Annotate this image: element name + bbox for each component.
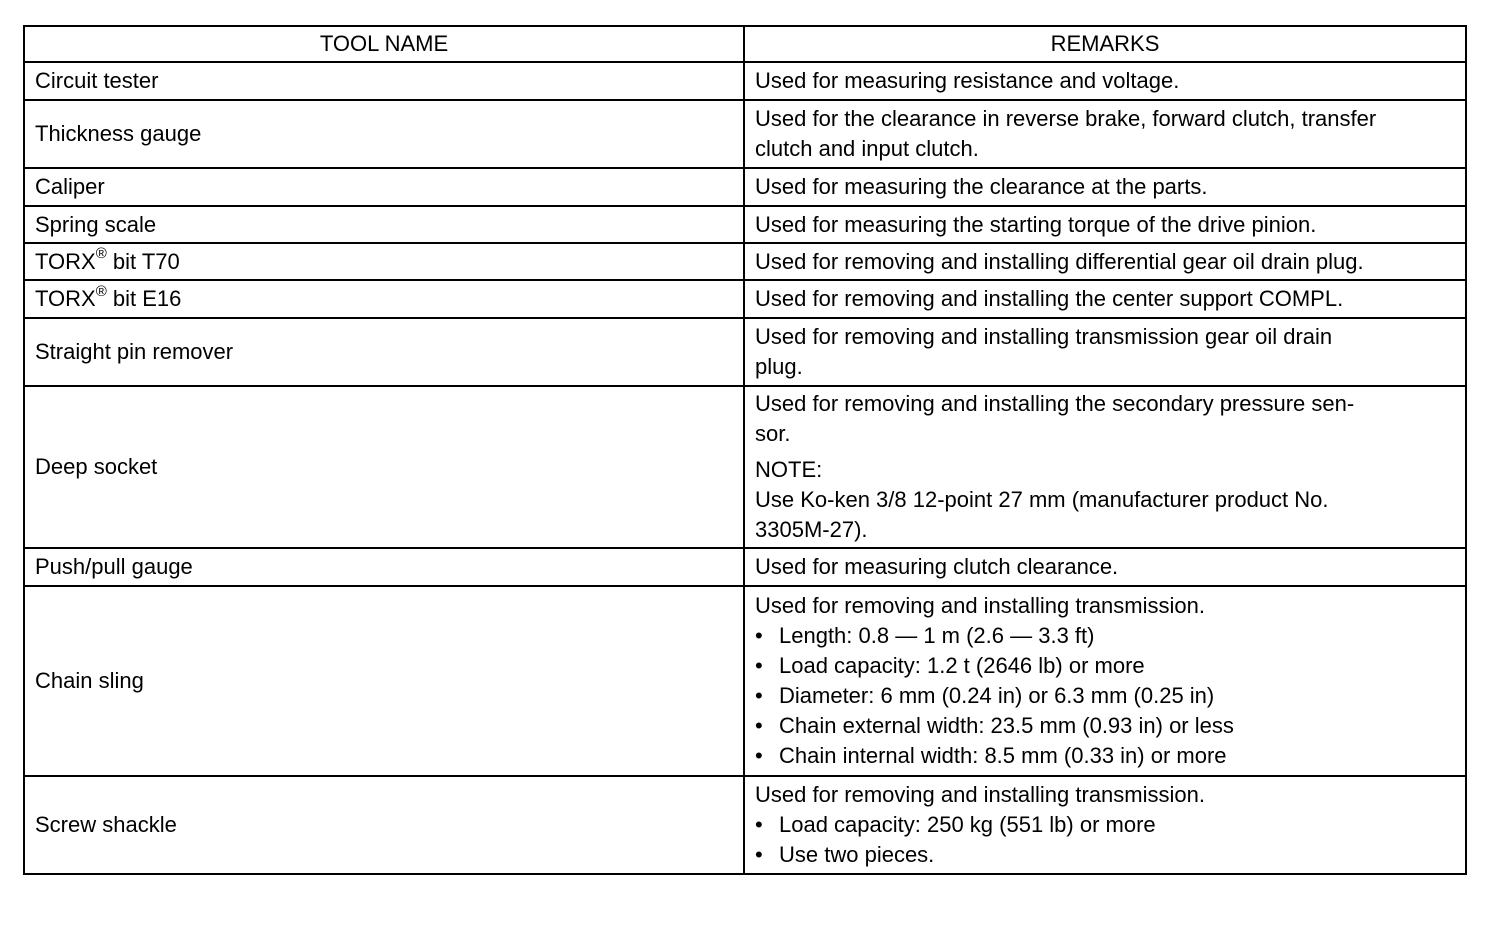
- remarks-cell: [744, 548, 1466, 586]
- tool-name-cell: Caliper: [24, 168, 744, 206]
- tool-name-cell: [24, 280, 744, 318]
- remarks-cell: [744, 586, 1466, 776]
- remarks-cell: [744, 386, 1466, 548]
- remarks-cell: [744, 243, 1466, 280]
- bullet-item: • Load capacity: 1.2 t (2646 lb) or more: [755, 651, 1455, 681]
- table-row: [24, 100, 1466, 168]
- tool-name-cell: Screw shackle: [24, 776, 744, 874]
- header-remarks: REMARKS: [744, 26, 1466, 62]
- tool-name-cell: Straight pin remover: [24, 318, 744, 386]
- remark-line: plug.: [755, 354, 803, 379]
- remark-line: sor.: [755, 421, 791, 446]
- table-row: [24, 243, 1466, 280]
- tool-name-cell: Push/pull gauge: [24, 548, 744, 586]
- remark-line: Used for removing and installing transmission.: [755, 593, 1205, 618]
- registered-mark: ®: [95, 282, 107, 300]
- table-row: [24, 586, 1466, 776]
- table-row: [24, 386, 1466, 548]
- table-row: [24, 318, 1466, 386]
- header-row: [24, 26, 1466, 62]
- tool-name-cell: Deep socket: [24, 386, 744, 548]
- table-row: [24, 62, 1466, 100]
- tool-name-cell: Spring scale: [24, 206, 744, 243]
- tool-name-suffix: bit T70: [106, 248, 180, 274]
- tool-name-prefix: TORX: [35, 286, 96, 311]
- note-label: NOTE:: [755, 457, 823, 482]
- note-line: 3305M-27).: [755, 517, 868, 542]
- bullet-item: • Use two pieces.: [755, 840, 1455, 870]
- bullet-list: [755, 621, 1455, 771]
- tool-name-cell: Chain sling: [24, 586, 744, 776]
- remark-line: Used for removing and installing transmission.: [755, 782, 1205, 807]
- header-tool-name: TOOL NAME: [24, 26, 744, 62]
- bullet-item: • Chain internal width: 8.5 mm (0.33 in) or more: [755, 741, 1455, 771]
- bullet-list: [755, 810, 1455, 870]
- tool-name-suffix: bit E16: [106, 286, 182, 311]
- remark-line: Used for the clearance in reverse brake, forward clutch, transfer: [755, 106, 1377, 131]
- remark-line: Used for removing and installing transmission gear oil drain: [755, 324, 1333, 349]
- remark-line: clutch and input clutch.: [755, 136, 979, 161]
- table-row: [24, 280, 1466, 318]
- remark-line: Used for measuring the starting torque of the drive pinion.: [755, 211, 1317, 237]
- bullet-item: • Load capacity: 250 kg (551 lb) or more: [755, 810, 1455, 840]
- remarks-cell: [744, 206, 1466, 243]
- remarks-cell: [744, 776, 1466, 874]
- remark-line: Used for measuring the clearance at the parts.: [755, 174, 1208, 199]
- remarks-cell: [744, 168, 1466, 206]
- remarks-cell: [744, 100, 1466, 168]
- registered-mark: ®: [95, 245, 107, 263]
- tool-name-cell: Thickness gauge: [24, 100, 744, 168]
- remark-line: Used for removing and installing differential gear oil drain plug.: [755, 248, 1364, 274]
- table-row: [24, 548, 1466, 586]
- bullet-item: • Diameter: 6 mm (0.24 in) or 6.3 mm (0.25 in): [755, 681, 1455, 711]
- remark-line: Used for measuring clutch clearance.: [755, 554, 1119, 579]
- bullet-item: • Length: 0.8 — 1 m (2.6 — 3.3 ft): [755, 621, 1455, 651]
- tool-name-cell: [24, 243, 744, 280]
- tool-name-prefix: TORX: [35, 248, 96, 274]
- remarks-cell: [744, 318, 1466, 386]
- tool-table: [23, 25, 1467, 875]
- note-line: Use Ko-ken 3/8 12-point 27 mm (manufacturer product No.: [755, 487, 1329, 512]
- remarks-cell: [744, 280, 1466, 318]
- table-row: [24, 168, 1466, 206]
- remarks-cell: [744, 62, 1466, 100]
- remark-line: Used for measuring resistance and voltage.: [755, 68, 1180, 93]
- remark-line: Used for removing and installing the center support COMPL.: [755, 286, 1344, 311]
- remark-line: Used for removing and installing the secondary pressure sen-: [755, 391, 1355, 416]
- table-row: [24, 776, 1466, 874]
- table-row: [24, 206, 1466, 243]
- tool-name-cell: Circuit tester: [24, 62, 744, 100]
- bullet-item: • Chain external width: 23.5 mm (0.93 in) or less: [755, 711, 1455, 741]
